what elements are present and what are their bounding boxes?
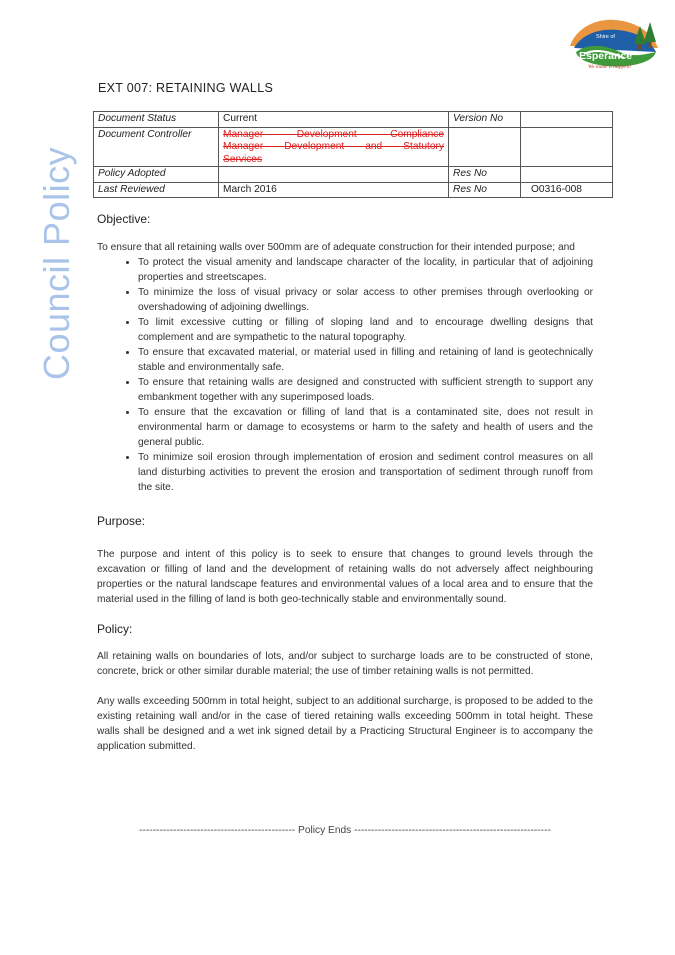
objective-item: • To minimize the loss of visual privacy or solar access to other premises through overlooking or overshadowing of adjoining dwellings. (138, 285, 593, 315)
version-label: Version No (449, 112, 521, 128)
meta-row-adopted (94, 167, 613, 183)
objective-intro: To ensure that all retaining walls over 500mm are of adequate construction for their intended purpose; and (97, 242, 575, 253)
res-no-value (521, 167, 613, 183)
logo-shire-text: Shire of (596, 34, 615, 40)
purpose-text: The purpose and intent of this policy is to seek to ensure that changes to ground levels through the excavation or filling of land and the development of retaining walls do not adversely affect neighbouring properties or the natural landscape features and environmental values of a local area and to ensure that the material used in the filling of land is both geo-technically stable and environmentally sound. (97, 549, 593, 605)
res-no-value: O0316-008 (521, 182, 613, 198)
objective-heading: Objective: (97, 212, 151, 226)
document-meta-table (93, 111, 613, 198)
status-value: Current (219, 112, 449, 128)
purpose-heading: Purpose: (97, 514, 146, 528)
objective-item: • To ensure that the excavation or filling of land that is a contaminated site, does not result in environmental harm or damage to ecosystems or harm to the safety and health of users and the general public. (138, 405, 593, 450)
policy-body (97, 212, 593, 754)
objective-item: • To ensure that excavated material, or material used in filling and retaining of land is geotechnically stable and environmentally safe. (138, 345, 593, 375)
objective-item: • To limit excessive cutting or filling of sloping land and to encourage dwelling designs that complement and are sympathetic to the natural topography. (138, 315, 593, 345)
controller-value (219, 127, 449, 167)
policy-paragraph: All retaining walls on boundaries of lots, and/or subject to surcharge loads are to be constructed of stone, concrete, brick or other similar durable material; the use of timber retaining walls is not permitted. (97, 651, 593, 677)
objective-item: • To ensure that retaining walls are designed and constructed with sufficient strength to support any embankment together with any superimposed loads. (138, 375, 593, 405)
res-no-label: Res No (449, 167, 521, 183)
policy-ends-line: ---------------------------------------------- Policy Ends ---------------------------------------------------------- (139, 825, 551, 836)
logo-name-text: Esperance (579, 50, 633, 62)
controller-empty-cell (521, 127, 613, 167)
reviewed-label: Last Reviewed (94, 182, 219, 198)
policy-paragraph: Any walls exceeding 500mm in total height, subject to an additional surcharge, is proposed to be added to the existing retaining wall and/or in the case of tiered retaining walls exceeding 500mm in total height. These walls shall be designed and a wet ink signed detail by a Practicing Structural Engineer is to accompany the application submitted. (97, 696, 593, 752)
controller-line: Services (223, 153, 263, 165)
policy-heading: Policy: (97, 622, 133, 636)
logo-tagline-text: We make it happen! (588, 64, 632, 70)
adopted-value (219, 167, 449, 183)
status-label: Document Status (94, 112, 219, 128)
adopted-label: Policy Adopted (94, 167, 219, 183)
controller-line: Manager Development Compliance (223, 128, 444, 140)
controller-label: Document Controller (94, 127, 219, 167)
document-title: EXT 007: RETAINING WALLS (98, 81, 274, 95)
reviewed-value: March 2016 (219, 182, 449, 198)
shire-of-esperance-logo (566, 8, 662, 84)
controller-line: Manager Development and Statutory (223, 141, 444, 152)
council-policy-text: Council Policy (36, 146, 77, 380)
objective-list (97, 255, 593, 495)
res-no-label: Res No (449, 182, 521, 198)
controller-empty-cell (449, 127, 521, 167)
meta-row-controller (94, 127, 613, 167)
meta-row-reviewed (94, 182, 613, 198)
objective-item: • To minimize soil erosion through implementation of erosion and sediment control measures on all land disturbing activities to prevent the erosion and transportation of sediment through runoff from the site. (138, 450, 593, 495)
meta-row-status (94, 112, 613, 128)
objective-item: • To protect the visual amenity and landscape character of the locality, in particular that of adjoining properties and streetscapes. (138, 255, 593, 285)
version-value (521, 112, 613, 128)
